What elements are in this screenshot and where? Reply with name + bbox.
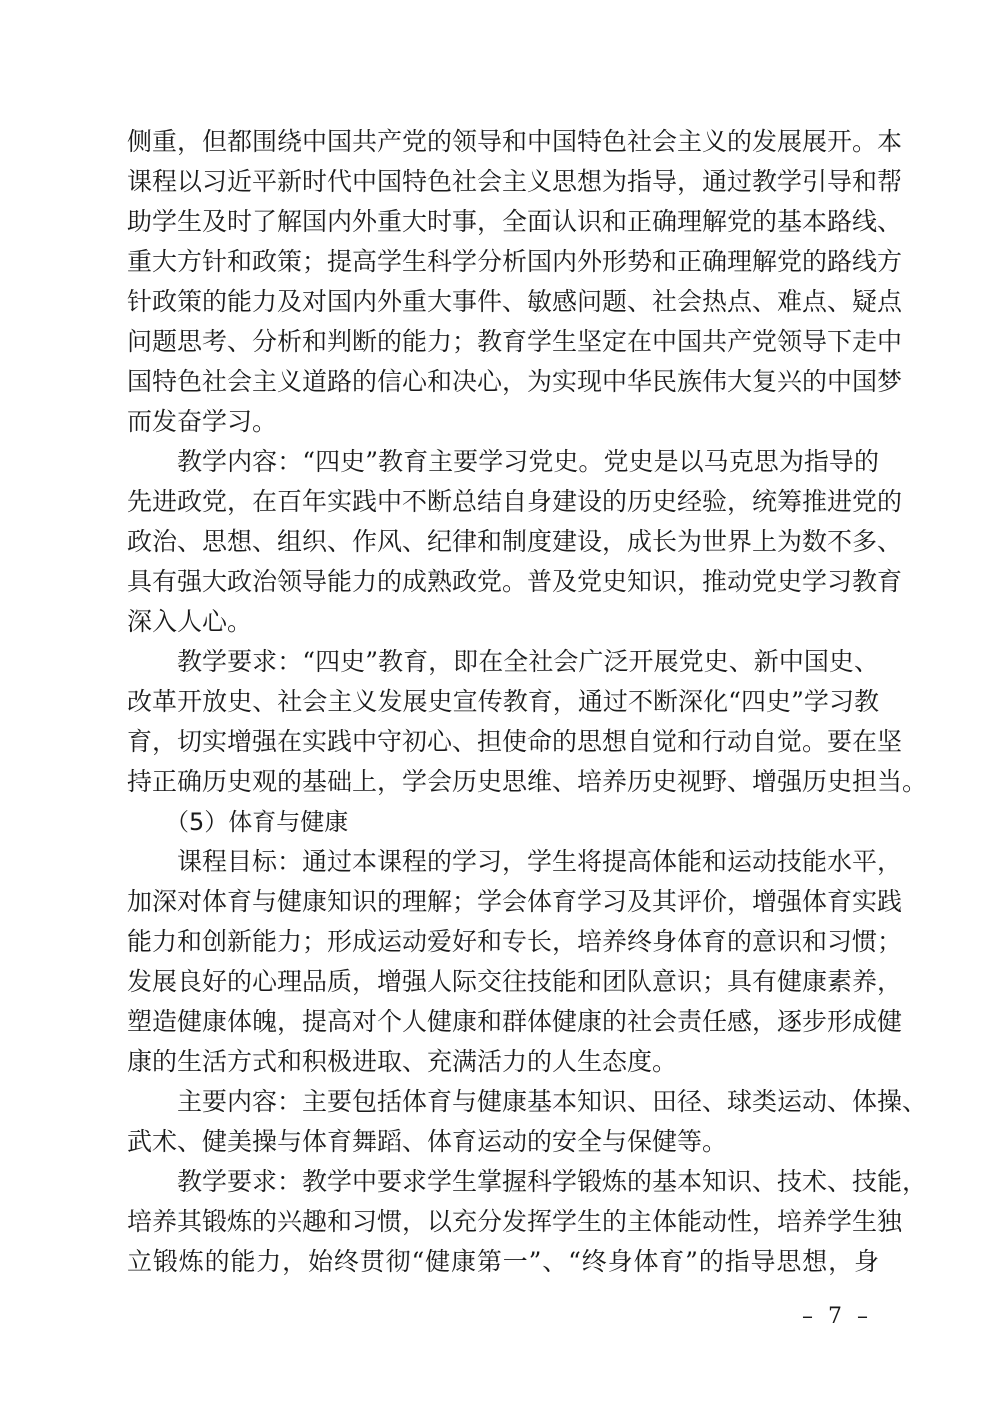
paragraph bbox=[127, 642, 928, 802]
paragraph-line: 而发奋学习。 bbox=[127, 407, 278, 436]
document-body bbox=[127, 122, 928, 1282]
paragraph-line: 课程目标：通过本课程的学习，学生将提高体能和运动技能水平， bbox=[177, 847, 903, 876]
paragraph-line: 改革开放史、社会主义发展史宣传教育，通过不断深化“四史”学习教 bbox=[127, 687, 879, 716]
paragraph bbox=[127, 442, 903, 642]
paragraph-line: 康的生活方式和积极进取、充满活力的人生态度。 bbox=[127, 1047, 678, 1076]
section-heading bbox=[127, 802, 879, 842]
paragraph-line: 政治、思想、组织、作风、纪律和制度建设，成长为世界上为数不多、 bbox=[127, 527, 903, 556]
paragraph bbox=[127, 842, 903, 1082]
paragraph-line: 重大方针和政策；提高学生科学分析国内外形势和正确理解党的路线方 bbox=[127, 247, 903, 276]
paragraph bbox=[127, 1162, 928, 1282]
paragraph-line: 培养其锻炼的兴趣和习惯，以充分发挥学生的主体能动性，培养学生独 bbox=[127, 1207, 903, 1236]
paragraph-line: 助学生及时了解国内外重大时事，全面认识和正确理解党的基本路线、 bbox=[127, 207, 903, 236]
paragraph-line: 发展良好的心理品质，增强人际交往技能和团队意识；具有健康素养， bbox=[127, 967, 903, 996]
heading-text: （5）体育与健康 bbox=[165, 808, 349, 836]
paragraph-line: 加深对体育与健康知识的理解；学会体育学习及其评价，增强体育实践 bbox=[127, 887, 903, 916]
paragraph-line: 立锻炼的能力，始终贯彻“健康第一”、“终身体育”的指导思想，身 bbox=[127, 1247, 879, 1276]
paragraph-line: 先进政党，在百年实践中不断总结自身建设的历史经验，统筹推进党的 bbox=[127, 487, 903, 516]
paragraph-line: 教学要求：教学中要求学生掌握科学锻炼的基本知识、技术、技能， bbox=[177, 1167, 928, 1196]
paragraph-line: 具有强大政治领导能力的成熟政党。普及党史知识，推动党史学习教育 bbox=[127, 567, 903, 596]
paragraph-line: 育，切实增强在实践中守初心、担使命的思想自觉和行动自觉。要在坚 bbox=[127, 727, 903, 756]
paragraph-line: 课程以习近平新时代中国特色社会主义思想为指导，通过教学引导和帮 bbox=[127, 167, 903, 196]
paragraph-line: 国特色社会主义道路的信心和决心，为实现中华民族伟大复兴的中国梦 bbox=[127, 367, 903, 396]
paragraph-line: 武术、健美操与体育舞蹈、体育运动的安全与保健等。 bbox=[127, 1127, 728, 1156]
paragraph-line: 侧重，但都围绕中国共产党的领导和中国特色社会主义的发展展开。本 bbox=[127, 127, 903, 156]
paragraph-line: 塑造健康体魄，提高对个人健康和群体健康的社会责任感，逐步形成健 bbox=[127, 1007, 903, 1036]
page-number: – 7 – bbox=[802, 1304, 872, 1329]
paragraph-line: 针政策的能力及对国内外重大事件、敏感问题、社会热点、难点、疑点 bbox=[127, 287, 903, 316]
paragraph-line: 深入人心。 bbox=[127, 607, 253, 636]
paragraph-line: 问题思考、分析和判断的能力；教育学生坚定在中国共产党领导下走中 bbox=[127, 327, 903, 356]
paragraph-line: 主要内容：主要包括体育与健康基本知识、田径、球类运动、体操、 bbox=[177, 1087, 928, 1116]
paragraph-line: 教学要求：“四史”教育，即在全社会广泛开展党史、新中国史、 bbox=[177, 647, 879, 676]
paragraph-line: 持正确历史观的基础上，学会历史思维、培养历史视野、增强历史担当。 bbox=[127, 767, 928, 796]
paragraph bbox=[127, 1082, 928, 1162]
paragraph bbox=[127, 122, 903, 442]
paragraph-line: 能力和创新能力；形成运动爱好和专长，培养终身体育的意识和习惯； bbox=[127, 927, 903, 956]
paragraph-line: 教学内容：“四史”教育主要学习党史。党史是以马克思为指导的 bbox=[177, 447, 879, 476]
